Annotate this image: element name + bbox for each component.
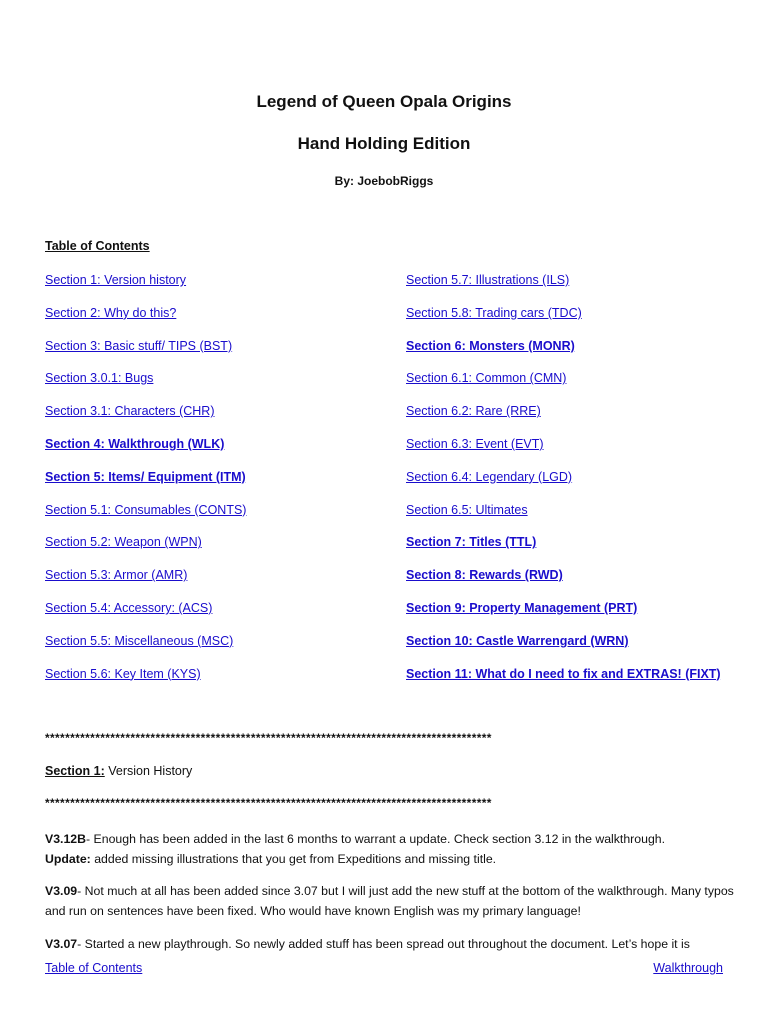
toc-link[interactable]: Section 5: Items/ Equipment (ITM) [45, 469, 246, 484]
toc-link[interactable]: Section 10: Castle Warrengard (WRN) [406, 633, 629, 648]
update-label: Update: [45, 851, 91, 866]
toc-link[interactable]: Section 6.1: Common (CMN) [406, 371, 567, 386]
version-text: - Not much at all has been added since 3.07 but I will just add the new stuff at the bottom of the walkthrough. Many typos and run on sentences have been fixed. Who would have known English was my primary language! [45, 884, 734, 918]
version-number: V3.07 [45, 937, 78, 951]
toc-link[interactable]: Section 9: Property Management (PRT) [406, 600, 638, 615]
toc-link[interactable]: Section 6.3: Event (EVT) [406, 436, 544, 451]
toc-link[interactable]: Section 6.5: Ultimates [406, 502, 528, 517]
toc-link[interactable]: Section 5.7: Illustrations (ILS) [406, 273, 570, 287]
toc-link[interactable]: Section 5.8: Trading cars (TDC) [406, 305, 582, 320]
toc-link[interactable]: Section 1: Version history [45, 273, 187, 287]
toc-link[interactable]: Section 6.2: Rare (RRE) [406, 404, 541, 419]
toc-link[interactable]: Section 5.3: Armor (AMR) [45, 568, 188, 583]
version-entry [45, 830, 735, 869]
toc-link[interactable]: Section 6: Monsters (MONR) [406, 338, 575, 353]
version-number: V3.12B [45, 832, 87, 846]
version-entry [45, 935, 735, 953]
toc-link[interactable]: Section 5.4: Accessory: (ACS) [45, 600, 213, 615]
separator-line: ***************************************************************************************** [45, 796, 492, 810]
toc-left-column [45, 271, 246, 697]
toc-link[interactable]: Section 3.0.1: Bugs [45, 371, 154, 386]
toc-link[interactable]: Section 6.4: Legendary (LGD) [406, 469, 573, 484]
toc-link[interactable]: Section 5.2: Weapon (WPN) [45, 535, 202, 550]
toc-right-column [406, 271, 721, 697]
toc-link[interactable]: Section 5.1: Consumables (CONTS) [45, 502, 247, 517]
toc-link[interactable]: Section 3: Basic stuff/ TIPS (BST) [45, 338, 233, 353]
separator-line: ***************************************************************************************** [45, 731, 492, 745]
document-subtitle: Hand Holding Edition [297, 134, 471, 153]
toc-link[interactable]: Section 5.5: Miscellaneous (MSC) [45, 633, 234, 648]
footer-walkthrough-link[interactable]: Walkthrough [653, 961, 723, 975]
section-1-title: Version History [104, 764, 193, 778]
footer-toc-link[interactable]: Table of Contents [45, 961, 143, 975]
version-text: - Enough has been added in the last 6 months to warrant a update. Check section 3.12 in the walkthrough. [86, 832, 666, 846]
toc-link[interactable]: Section 2: Why do this? [45, 305, 177, 320]
version-text: - Started a new playthrough. So newly added stuff has been spread out throughout the document. Let’s hope it is [77, 937, 690, 951]
section-1-heading [45, 764, 192, 778]
toc-heading: Table of Contents [45, 239, 150, 253]
toc-link[interactable]: Section 7: Titles (TTL) [406, 535, 537, 550]
toc-link[interactable]: Section 3.1: Characters (CHR) [45, 404, 215, 419]
toc-link[interactable]: Section 5.6: Key Item (KYS) [45, 666, 201, 681]
version-entry [45, 882, 735, 921]
author-byline: By: JoebobRiggs [334, 174, 434, 188]
document-title: Legend of Queen Opala Origins [256, 92, 512, 111]
section-1-label: Section 1: [45, 764, 105, 778]
toc-link[interactable]: Section 11: What do I need to fix and EXTRAS! (FIXT) [406, 666, 721, 681]
toc-link[interactable]: Section 4: Walkthrough (WLK) [45, 436, 225, 451]
update-text: added missing illustrations that you get from Expeditions and missing title. [90, 851, 497, 866]
toc-link[interactable]: Section 8: Rewards (RWD) [406, 568, 563, 583]
version-number: V3.09 [45, 884, 78, 898]
